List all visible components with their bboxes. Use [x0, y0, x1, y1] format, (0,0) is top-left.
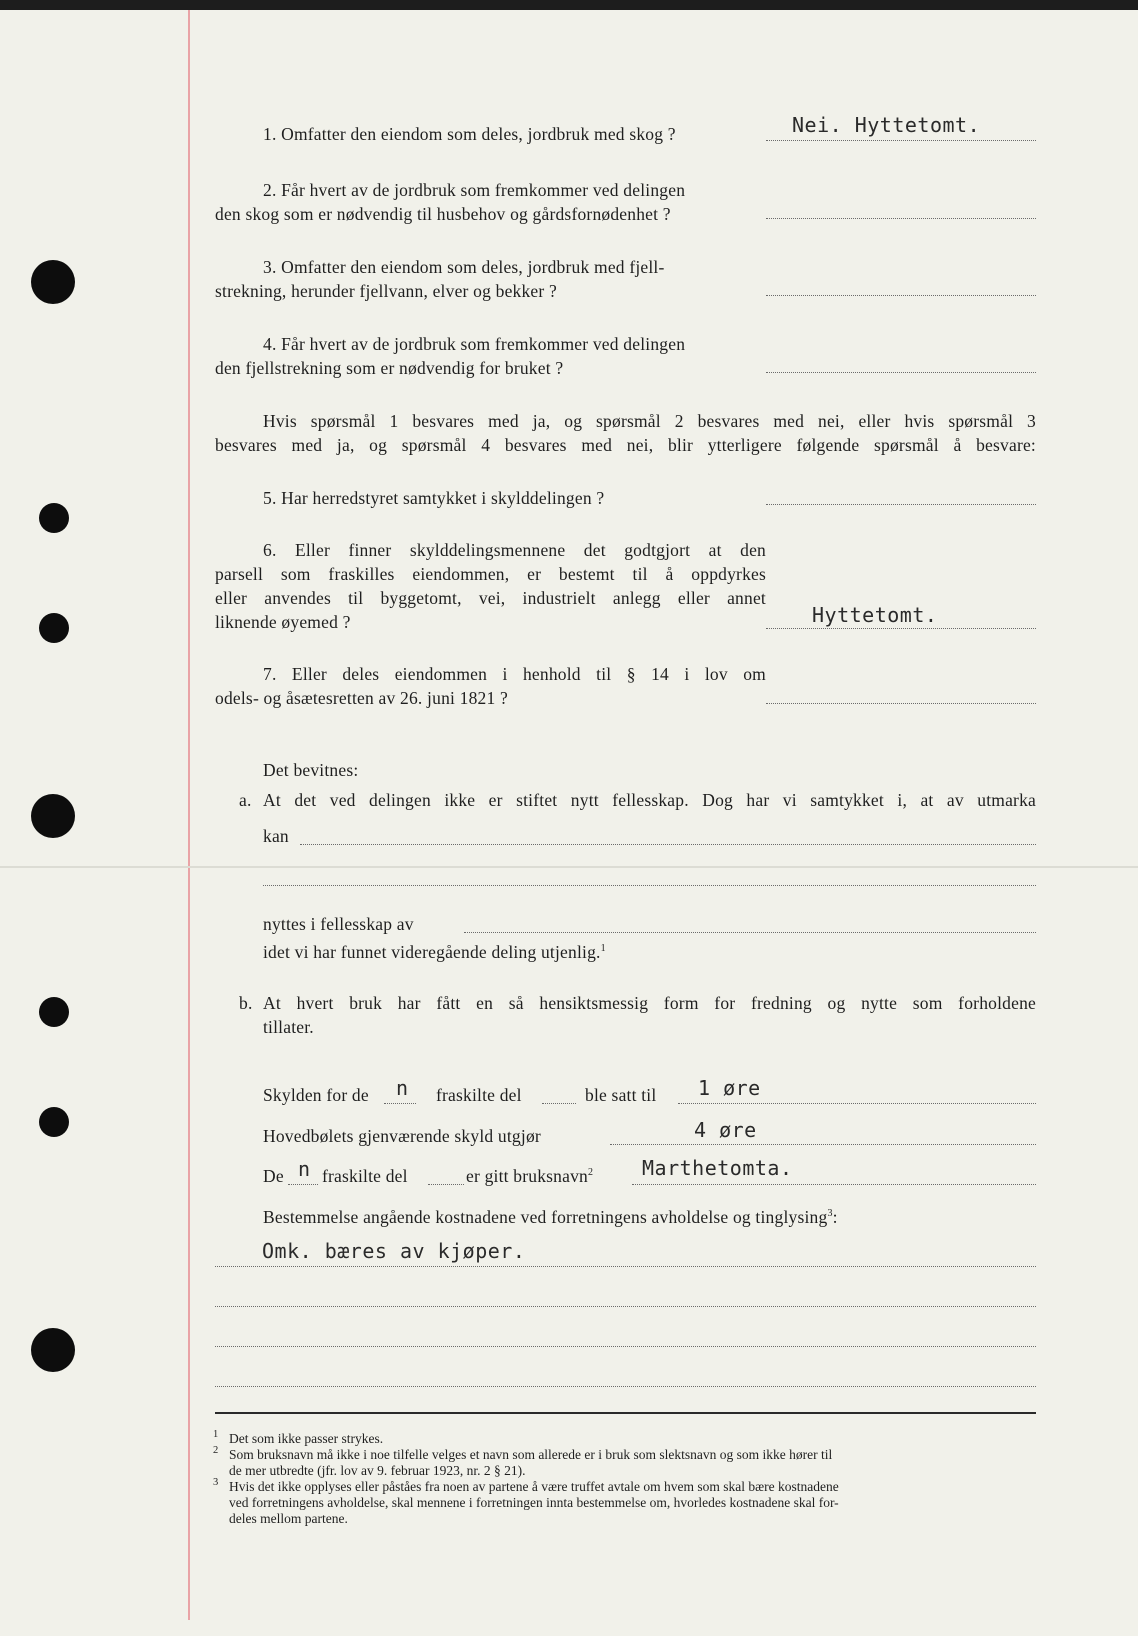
navn-label-1: De	[263, 1166, 284, 1186]
question-3-line-1: 3. Omfatter den eiendom som deles, jordbruk med fjell-	[263, 257, 665, 277]
footnote-2-line-2: de mer utbredte (jfr. lov av 9. februar 1923, nr. 2 § 21).	[229, 1463, 526, 1478]
binder-hole	[39, 503, 69, 533]
item-a-marker: a.	[239, 790, 252, 810]
navn-fill-line-2	[428, 1184, 464, 1185]
condition-line-1: Hvis spørsmål 1 besvares med ja, og spørsmål 2 besvares med nei, eller hvis spørsmål 3	[263, 411, 1036, 431]
navn-value-line	[632, 1184, 1036, 1185]
footnote-ref-3: 3	[827, 1208, 833, 1220]
question-5-text: 5. Har herredstyret samtykket i skylddelingen ?	[263, 488, 605, 508]
binder-hole	[39, 613, 69, 643]
hovedbol-label: Hovedbølets gjenværende skyld utgjør	[263, 1126, 541, 1146]
page-fold	[0, 866, 1138, 868]
question-4-answer-line	[766, 372, 1036, 373]
item-a-idet: idet vi har funnet videregående deling utjenlig.$^1$	[263, 942, 606, 962]
document-page	[0, 10, 1138, 1636]
question-3-answer-line	[766, 295, 1036, 296]
binder-hole	[31, 1328, 75, 1372]
kostnader-label: Bestemmelse angående kostnadene ved forretningens avholdelse og tinglysing$^3$:	[263, 1207, 838, 1227]
binder-hole	[31, 794, 75, 838]
item-a-nyttes-line	[464, 932, 1036, 933]
skylden-label-2: fraskilte del	[436, 1085, 522, 1105]
binder-hole	[39, 1107, 69, 1137]
footnote-ref-2: 2	[588, 1167, 594, 1179]
footnote-2-line-1: Som bruksnavn må ikke i noe tilfelle velges et navn som allerede er i bruk som slektsnavn og som ikke hører til	[229, 1447, 833, 1462]
question-5-answer-line	[766, 504, 1036, 505]
footnote-3-number: 3	[213, 1477, 219, 1488]
condition-line-2: besvares med ja, og spørsmål 4 besvares med nei, blir ytterligere følgende spørsmål å besvare:	[215, 435, 1036, 455]
question-2-line-1: 2. Får hvert av de jordbruk som fremkommer ved delingen	[263, 180, 686, 200]
hovedbol-value: 4 øre	[694, 1118, 757, 1142]
footnote-3-line-1: Hvis det ikke opplyses eller påståes fra noen av partene å være truffet avtale om hvem som skal bære kostnadene	[229, 1479, 839, 1494]
hovedbol-value-line	[610, 1144, 1036, 1145]
question-2-line-2: den skog som er nødvendig til husbehov og gårdsfornødenhet ?	[215, 204, 671, 224]
footnote-rule	[215, 1412, 1036, 1414]
kostnader-value: Omk. bæres av kjøper.	[262, 1239, 526, 1263]
question-1-answer: Nei. Hyttetomt.	[792, 113, 981, 137]
question-7-line-1: 7. Eller deles eiendommen i henhold til § 14 i lov om	[263, 664, 766, 684]
item-b-marker: b.	[239, 993, 253, 1013]
item-a-blank-line	[263, 885, 1036, 886]
question-6-line-4: liknende øyemed ?	[215, 612, 351, 632]
kostnader-line-4	[215, 1386, 1036, 1387]
question-6-line-1: 6. Eller finner skylddelingsmennene det godtgjort at den	[263, 540, 766, 560]
footnote-2-number: 2	[213, 1445, 219, 1456]
kostnader-line-2	[215, 1306, 1036, 1307]
question-1-text: 1. Omfatter den eiendom som deles, jordbruk med skog ?	[263, 124, 676, 144]
question-6-answer: Hyttetomt.	[812, 603, 938, 627]
kostnader-line-3	[215, 1346, 1036, 1347]
binder-hole	[31, 260, 75, 304]
certification-heading: Det bevitnes:	[263, 760, 359, 780]
question-6-line-2: parsell som fraskilles eiendommen, er bestemt til å oppdyrkes	[215, 564, 766, 584]
skylden-fill-1: n	[396, 1076, 409, 1100]
item-a-line-1: At det ved delingen ikke er stiftet nytt fellesskap. Dog har vi samtykket i, at av utmarka	[263, 790, 1036, 810]
question-6-line-3: eller anvendes til byggetomt, vei, industrielt anlegg eller annet	[215, 588, 766, 608]
navn-fill-1: n	[298, 1157, 311, 1181]
footnote-1-line-1: Det som ikke passer strykes.	[229, 1431, 384, 1446]
navn-value: Marthetomta.	[642, 1156, 793, 1180]
navn-fill-line-1	[288, 1184, 318, 1185]
question-4-line-1: 4. Får hvert av de jordbruk som fremkommer ved delingen	[263, 334, 686, 354]
question-4-line-2: den fjellstrekning som er nødvendig for bruket ?	[215, 358, 564, 378]
skylden-fill-line-2	[542, 1103, 576, 1104]
question-2-answer-line	[766, 218, 1036, 219]
question-6-answer-line	[766, 628, 1036, 629]
footnote-3-line-3: deles mellom partene.	[229, 1511, 348, 1526]
navn-label-2: fraskilte del	[322, 1166, 408, 1186]
binder-hole	[39, 997, 69, 1027]
footnote-1-number: 1	[213, 1429, 219, 1440]
skylden-label-1: Skylden for de	[263, 1085, 369, 1105]
item-a-kan: kan	[263, 826, 289, 846]
footnote-ref-1: 1	[600, 943, 606, 955]
question-1-answer-line	[766, 140, 1036, 141]
question-3-line-2: strekning, herunder fjellvann, elver og bekker ?	[215, 281, 557, 301]
footnote-3-line-2: ved forretningens avholdelse, skal mennene i forretningen innta bestemmelse om, hvorledes kostnadene skal for-	[229, 1495, 839, 1510]
item-b-line-2: tillater.	[263, 1017, 314, 1037]
navn-label-3: er gitt bruksnavn$^2$	[466, 1166, 594, 1186]
question-7-answer-line	[766, 703, 1036, 704]
item-b-line-1: At hvert bruk har fått en så hensiktsmessig form for fredning og nytte som forholdene	[263, 993, 1036, 1013]
margin-rule	[188, 10, 190, 1620]
skylden-fill-line-1	[384, 1103, 416, 1104]
item-a-kan-line	[300, 844, 1036, 845]
skylden-value: 1 øre	[698, 1076, 761, 1100]
item-a-nyttes: nyttes i fellesskap av	[263, 914, 414, 934]
question-7-line-2: odels- og åsætesretten av 26. juni 1821 ?	[215, 688, 509, 708]
skylden-label-3: ble satt til	[585, 1085, 657, 1105]
skylden-value-line	[678, 1103, 1036, 1104]
kostnader-line-1	[215, 1266, 1036, 1267]
